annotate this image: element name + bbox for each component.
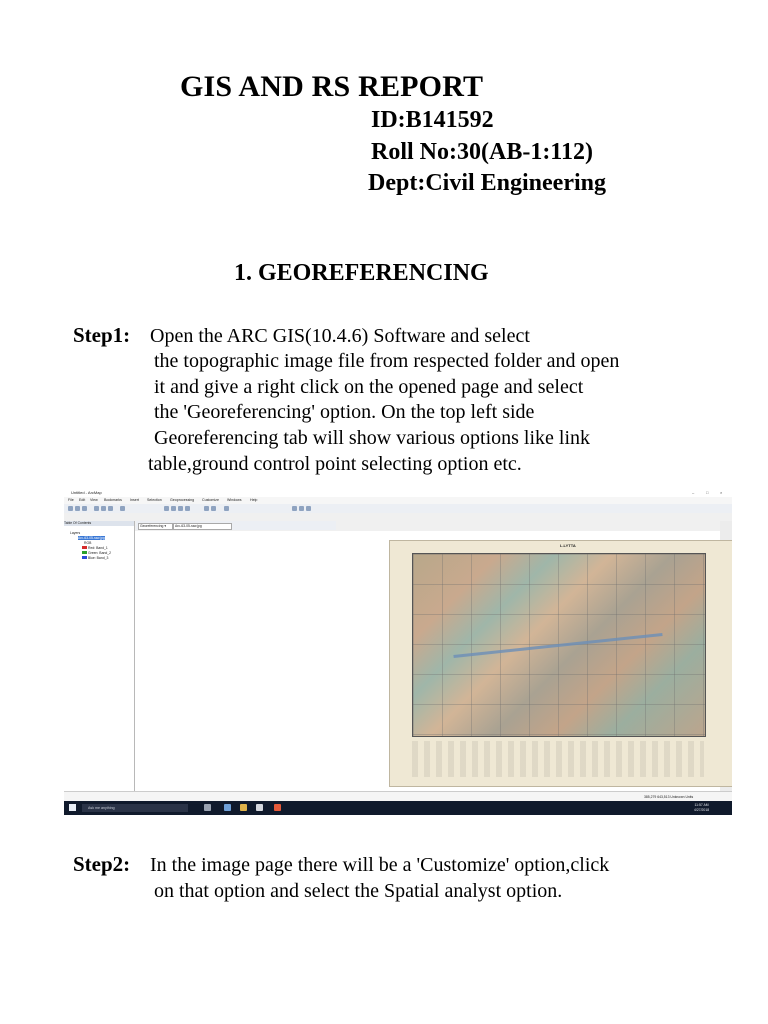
editor-icon[interactable] <box>292 506 297 511</box>
step1-line: Open the ARC GIS(10.4.6) Software and select <box>150 325 530 347</box>
step1-line: table,ground control point selecting option etc. <box>148 453 522 475</box>
georeferencing-toolbar <box>136 521 336 530</box>
menu-geoprocessing[interactable]: Geoprocessing <box>170 498 195 502</box>
menu-customize[interactable]: Customize <box>202 498 219 502</box>
toc-blue-band: Blue: Band_3 <box>88 555 109 560</box>
topographic-map-image[interactable] <box>389 540 732 787</box>
menu-bar <box>64 497 732 504</box>
toc-title: Table Of Contents <box>64 521 134 526</box>
georef-layer-select[interactable]: Arc-63-05-raw.jpg <box>173 523 232 530</box>
table-of-contents <box>64 521 135 798</box>
report-title: GIS AND RS REPORT <box>180 70 484 103</box>
cut-icon[interactable] <box>94 506 99 511</box>
roll-number: Roll No:30(AB-1:112) <box>371 139 593 165</box>
menu-view[interactable]: View <box>90 498 98 502</box>
step2-line: on that option and select the Spatial analyst option. <box>154 880 563 902</box>
toc-rgb: RGB <box>84 541 92 545</box>
toc-red-band: Red: Band_1 <box>88 545 108 550</box>
menu-insert[interactable]: Insert <box>130 498 139 502</box>
menu-selection[interactable]: Selection <box>147 498 162 502</box>
green-band-swatch <box>82 551 87 554</box>
menu-edit[interactable]: Edit <box>79 498 86 502</box>
student-id: ID:B141592 <box>371 107 494 133</box>
zoom-out-icon[interactable] <box>171 506 176 511</box>
pan-icon[interactable] <box>178 506 183 511</box>
georeferencing-menu[interactable]: Georeferencing ▾ <box>138 523 173 530</box>
taskbar-clock <box>694 803 709 812</box>
menu-windows[interactable]: Windows <box>227 498 242 502</box>
windows-taskbar <box>64 801 732 815</box>
menu-help[interactable]: Help <box>250 498 258 502</box>
full-extent-icon[interactable] <box>185 506 190 511</box>
minimize-button[interactable]: – <box>692 490 695 495</box>
new-icon[interactable] <box>68 506 73 511</box>
department: Dept:Civil Engineering <box>368 170 606 196</box>
step1-line: the 'Georeferencing' option. On the top left side <box>154 401 535 423</box>
step1-line: Georeferencing tab will show various options like link <box>154 427 591 449</box>
taskbar-search-input[interactable]: Ask me anything <box>82 804 188 812</box>
copy-icon[interactable] <box>101 506 106 511</box>
red-band-swatch <box>82 546 87 549</box>
map-body <box>412 553 706 737</box>
zoom-in-icon[interactable] <box>164 506 169 511</box>
identify-icon[interactable] <box>211 506 216 511</box>
file-explorer-icon[interactable] <box>240 804 247 811</box>
step1-line: it and give a right click on the opened page and select <box>154 376 584 398</box>
maximize-button[interactable]: □ <box>706 490 709 495</box>
section-heading: 1. GEOREFERENCING <box>234 260 489 286</box>
measure-icon[interactable] <box>224 506 229 511</box>
arcmap-taskbar-icon[interactable] <box>274 804 281 811</box>
main-toolbar <box>64 504 732 513</box>
toc-green-band: Green: Band_2 <box>88 550 111 555</box>
coordinate-readout: 385,279 643,513 Unknown Units <box>644 795 694 799</box>
save-icon[interactable] <box>82 506 87 511</box>
step1-line: the topographic image file from respected folder and open <box>154 350 620 372</box>
step2-label: Step2: <box>73 852 131 876</box>
task-view-icon[interactable] <box>204 804 211 811</box>
blue-band-swatch <box>82 556 87 559</box>
close-button[interactable]: × <box>720 490 723 495</box>
arcmap-screenshot <box>64 488 732 815</box>
paste-icon[interactable] <box>108 506 113 511</box>
step2-line: In the image page there will be a 'Customize' option,click <box>150 854 610 876</box>
store-icon[interactable] <box>256 804 263 811</box>
catalog-icon[interactable] <box>299 506 304 511</box>
clock-date: 4/27/2018 <box>694 807 710 812</box>
toc-layer-file[interactable]: Arc-63-05-raw.jpg <box>78 536 105 540</box>
menu-bookmarks[interactable]: Bookmarks <box>104 498 122 502</box>
windows-start-icon[interactable] <box>69 804 76 811</box>
edge-browser-icon[interactable] <box>224 804 231 811</box>
step1-label: Step1: <box>73 323 131 347</box>
select-icon[interactable] <box>204 506 209 511</box>
clock-time: 11:57 AM <box>694 803 709 807</box>
menu-file[interactable]: File <box>68 498 74 502</box>
toc-layers[interactable]: Layers <box>70 531 81 535</box>
search-icon[interactable] <box>306 506 311 511</box>
add-data-icon[interactable] <box>120 506 125 511</box>
map-legend <box>412 741 704 777</box>
window-titlebar <box>64 488 732 497</box>
window-title: Untitled - ArcMap <box>71 490 102 495</box>
open-icon[interactable] <box>75 506 80 511</box>
map-sheet-title: L.LYTTA <box>560 543 576 548</box>
